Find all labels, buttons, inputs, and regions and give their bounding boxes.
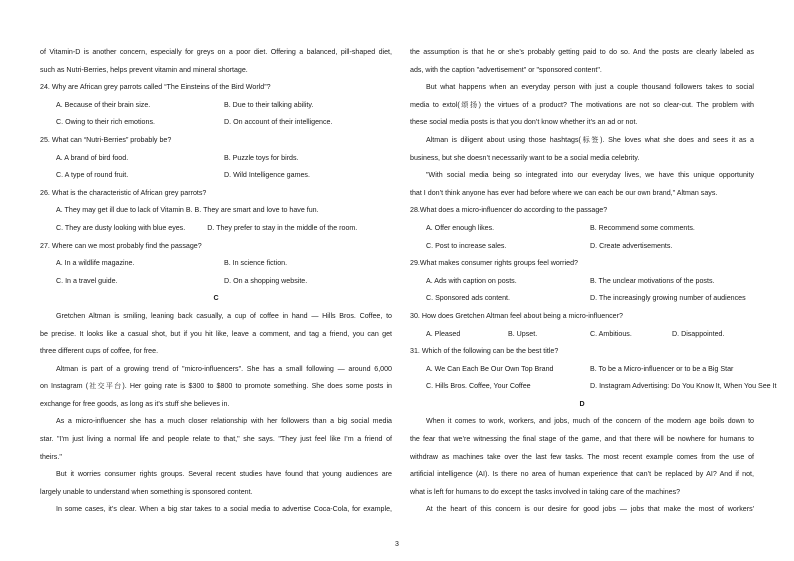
text-line: Altman is part of a growing trend of "micro-influencers". She has a small following — around 6,000 <box>56 364 392 373</box>
text-line: these social media posts is that you don’t know whether it’s an ad or not. <box>410 118 638 127</box>
question-30-options-row <box>410 326 754 344</box>
text-line: But it worries consumer rights groups. Several recent studies have found that young audiences are <box>56 470 392 479</box>
text-line: media to extol(颂扬) the virtues of a product? The motivations are not so clear-cut. The problem with <box>410 100 754 109</box>
option-c: C. Hills Bros. Coffee, Your Coffee <box>426 382 531 391</box>
right-column <box>410 44 777 519</box>
option-c: C. Owing to their rich emotions. <box>56 118 155 127</box>
option-b: B. The unclear motivations of the posts. <box>590 276 715 285</box>
option-a: A. A brand of bird food. <box>56 153 129 162</box>
option-c: C. They are dusty looking with blue eyes. <box>56 223 186 232</box>
text-line: largely unable to understand when something is sponsored content. <box>40 487 253 496</box>
question-27-options-row <box>40 273 392 291</box>
option-a: A. In a wildlife magazine. <box>56 259 135 268</box>
text-line: on Instagram (社交平台). Her going rate is $300 to $800 to promote something. She does some posts in <box>40 382 392 391</box>
question-31-options-row <box>410 361 754 379</box>
option-b: B. Recommend some comments. <box>590 223 695 232</box>
option-c: C. Sponsored ads content. <box>426 294 510 303</box>
option-b: B. Puzzle toys for birds. <box>224 153 299 162</box>
text-line: In some cases, it’s clear. When a big star takes to a social media to advertise Coca-Cola, for example, <box>56 505 392 514</box>
text-line: business, but she doesn’t necessarily want to be a social media celebrity. <box>410 153 640 162</box>
question-24: 24. Why are African grey parrots called “The Einsteins of the Bird World”? <box>40 83 271 92</box>
text-line: the assumption is that he or she’s probably getting paid to do so. And the posts are clearly labeled as <box>410 48 754 56</box>
question-28: 28.What does a micro-influencer do according to the passage? <box>410 206 608 215</box>
text-line: But what happens when an everyday person with just a couple thousand followers takes to social <box>426 83 754 92</box>
text-line: At the heart of this concern is our desire for good jobs — jobs that make the most of workers' <box>426 505 754 514</box>
question-29-options-row <box>410 290 754 308</box>
text-line: such as Nutri-Berries, helps prevent vitamin and mineral shortage. <box>40 65 248 74</box>
option-d: D. The increasingly growing number of audiences <box>590 294 746 303</box>
text-line: artificial intelligence (AI). Is there no area of human experience that can’t be replaced by AI? And if not, <box>410 470 754 479</box>
question-31: 31. Which of the following can be the best title? <box>410 347 559 356</box>
option-a: A. Because of their brain size. <box>56 100 151 109</box>
option-a: A. Ads with caption on posts. <box>426 276 517 285</box>
option-b: B. In science fiction. <box>224 259 288 268</box>
text-line: theirs." <box>40 452 62 461</box>
text-line: of Vitamin-D is another concern, especially for greys on a poor diet. Offering a balanced, pill-shaped diet, <box>40 48 392 56</box>
question-24-options-row <box>40 97 392 115</box>
question-25-options-row <box>40 167 392 185</box>
option-d: D. Instagram Advertising: Do You Know It, When You See It <box>590 382 777 391</box>
option-d: D. Wild Intelligence games. <box>224 171 310 180</box>
left-column <box>40 44 392 519</box>
text-line: Altman is diligent about using those hashtags(标签). She loves what she does and sees it as a <box>426 135 754 144</box>
text-line: that I don’t think anyone has ever had before where we can each be our own brand," Altman says. <box>410 188 718 197</box>
question-28-options-row <box>410 238 754 256</box>
option-c: C. Ambitious. <box>590 329 632 338</box>
question-29: 29.What makes consumer rights groups feel worried? <box>410 259 578 268</box>
question-27: 27. Where can we most probably find the passage? <box>40 241 202 250</box>
option-c: C. A type of round fruit. <box>56 171 129 180</box>
text-line: When it comes to work, workers, and jobs, much of the concern of the modern age boils down to <box>426 417 754 426</box>
option-a: A. Offer enough likes. <box>426 223 495 232</box>
option-c: C. Post to increase sales. <box>426 241 507 250</box>
option-c: C. In a travel guide. <box>56 276 118 285</box>
option-a: A. We Can Each Be Our Own Top Brand <box>426 364 554 373</box>
question-27-options-row <box>40 255 392 273</box>
text-line: As a micro-influencer she has a much closer relationship with her followers than a big social media <box>56 417 392 426</box>
text-line: ads, with the caption "advertisement" or "sponsored content". <box>410 65 602 74</box>
question-24-options-row <box>40 114 392 132</box>
page-number: 3 <box>395 541 399 548</box>
text-line: star. "I'm just living a normal life and people relate to that," she says. "They just feel like I’m a friend of <box>40 435 392 444</box>
section-heading-d: D <box>579 399 585 408</box>
option-b: B. Due to their talking ability. <box>224 100 314 109</box>
question-26: 26. What is the characteristic of African grey parrots? <box>40 188 207 197</box>
text-line: what is left for humans to do except the tasks involved in taking care of the machines? <box>410 487 681 496</box>
question-26-options-row: A. They may get ill due to lack of Vitamin B. B. They are smart and love to have fun. <box>56 206 319 215</box>
question-26-options-row <box>40 220 392 238</box>
section-heading-c: C <box>213 294 219 303</box>
text-line: be precise. It looks like a casual shot, but if you hit like, leave a comment, and tag a friend, you can get <box>40 329 392 338</box>
question-25: 25. What can “Nutri-Berries” probably be? <box>40 135 172 144</box>
option-a: A. Pleased <box>426 329 461 338</box>
option-d: D. On a shopping website. <box>224 276 308 285</box>
question-29-options-row <box>410 273 754 291</box>
question-25-options-row <box>40 150 392 168</box>
text-line: Gretchen Altman is smiling, leaning back casually, a cup of coffee in hand — Hills Bros. Coffee, to <box>56 311 392 320</box>
option-b: B. Upset. <box>508 329 538 338</box>
question-28-options-row <box>410 220 754 238</box>
text-line: withdraw as machines take over the last few tasks. The most recent example comes from the use of <box>410 452 754 461</box>
text-line: three different cups of coffee, for free. <box>40 347 159 356</box>
option-d: D. Create advertisements. <box>590 241 673 250</box>
text-line: "With social media being so integrated into our everyday lives, we have this unique opportunity <box>426 171 754 180</box>
option-b: B. To be a Micro-influencer or to be a Big Star <box>590 364 734 373</box>
option-d: D. Disappointed. <box>672 329 725 338</box>
question-31-options-row <box>410 378 777 396</box>
question-30: 30. How does Gretchen Altman feel about being a micro-influencer? <box>410 311 623 320</box>
option-d: D. On account of their intelligence. <box>224 118 333 127</box>
text-line: exchange for free goods, as long as it’s stuff she believes in. <box>40 399 230 408</box>
text-line: the fear that we’re witnessing the final stage of the game, and that there will be nowhere for humans to <box>410 435 754 444</box>
option-d: D. They prefer to stay in the middle of the room. <box>207 223 358 232</box>
